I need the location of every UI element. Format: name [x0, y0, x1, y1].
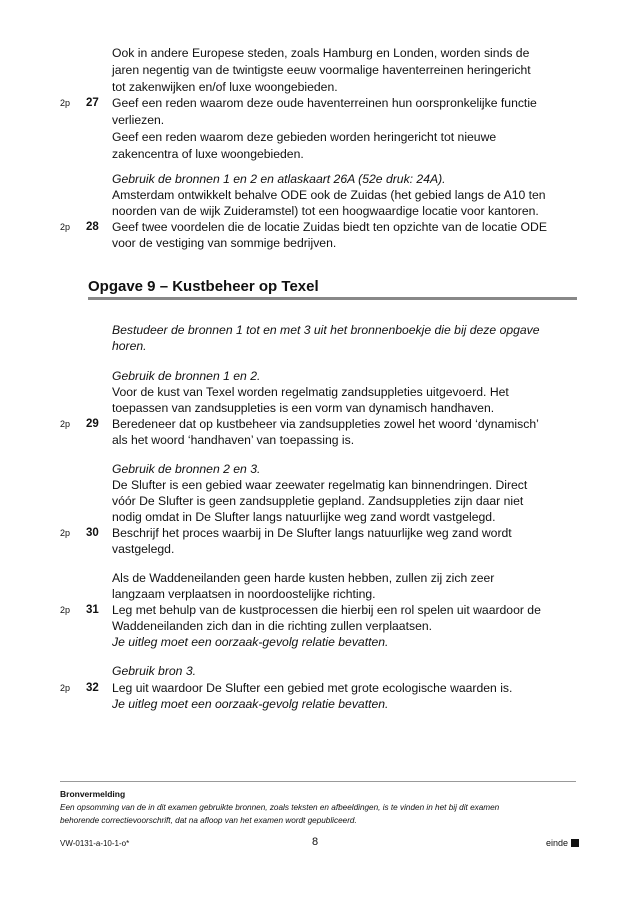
- q28-source-instruction: Gebruik de bronnen 1 en 2 en atlaskaart 26A (52e druk: 24A).: [112, 172, 446, 186]
- q30-number: 30: [86, 527, 99, 539]
- end-marker: [546, 838, 579, 848]
- q29-number: 29: [86, 418, 99, 430]
- section-title: Opgave 9 – Kustbeheer op Texel: [88, 278, 319, 295]
- q31-note: Je uitleg moet een oorzaak-gevolg relatie bevatten.: [112, 635, 389, 649]
- q30-line-1: Beschrijf het proces waarbij in De Slufter langs natuurlijke weg zand wordt: [112, 526, 512, 540]
- q32-points: 2p: [60, 683, 71, 693]
- q29-line-2: als het woord ‘handhaven’ van toepassing is.: [112, 433, 355, 447]
- q29-context-line-2: toepassen van zandsuppleties is een vorm van dynamisch handhaven.: [112, 401, 495, 415]
- q30-context-line-2: vóór De Slufter is geen zandsuppletie gepland. Zandsuppleties zijn daar niet: [112, 494, 524, 508]
- q30-source-instruction: Gebruik de bronnen 2 en 3.: [112, 462, 261, 476]
- q28-context-line-2: noorden van de wijk Zuideramstel) tot een hoogwaardige locatie voor kantoren.: [112, 204, 539, 218]
- page-number: 8: [312, 836, 319, 848]
- q30-context-line-3: nodig omdat in De Slufter langs natuurlijke weg zand wordt vastgelegd.: [112, 510, 496, 524]
- q31-points: 2p: [60, 605, 71, 615]
- study-instruction-line-1: Bestudeer de bronnen 1 tot en met 3 uit het bronnenboekje die bij deze opgave: [112, 323, 540, 337]
- intro-line-1: Ook in andere Europese steden, zoals Hamburg en Londen, worden sinds de: [112, 46, 530, 60]
- q29-context-line-1: Voor de kust van Texel worden regelmatig zandsuppleties uitgevoerd. Het: [112, 385, 509, 399]
- q32-line-1: Leg uit waardoor De Slufter een gebied met grote ecologische waarden is.: [112, 681, 513, 695]
- q31-context-line-1: Als de Waddeneilanden geen harde kusten hebben, zullen zij zich zeer: [112, 571, 495, 585]
- intro-line-2: jaren negentig van de twintigste eeuw voormalige haventerreinen heringericht: [112, 63, 531, 77]
- q29-line-1: Beredeneer dat op kustbeheer via zandsuppleties zowel het woord ‘dynamisch’: [112, 417, 539, 431]
- study-instruction-line-2: horen.: [112, 339, 147, 353]
- q31-number: 31: [86, 604, 99, 616]
- q31-line-2: Waddeneilanden zich dan in die richting zullen verplaatsen.: [112, 619, 433, 633]
- q32-number: 32: [86, 682, 99, 694]
- q27-line-3: Geef een reden waarom deze gebieden worden heringericht tot nieuwe: [112, 130, 497, 144]
- exam-code: VW-0131-a-10-1-o*: [60, 839, 130, 848]
- intro-line-3: tot zakenwijken en/of luxe woongebieden.: [112, 80, 338, 94]
- q29-points: 2p: [60, 419, 71, 429]
- q32-source-instruction: Gebruik bron 3.: [112, 664, 197, 678]
- footer-text-line-1: Een opsomming van de in dit examen gebruikte bronnen, zoals teksten en afbeeldingen, is te vinden in het bij dit examen: [60, 803, 500, 812]
- q31-line-1: Leg met behulp van de kustprocessen die hierbij een rol spelen uit waardoor de: [112, 603, 541, 617]
- footer-title: Bronvermelding: [60, 789, 126, 799]
- q30-context-line-1: De Slufter is een gebied waar zeewater regelmatig kan binnendringen. Direct: [112, 478, 528, 492]
- q27-line-4: zakencentra of luxe woongebieden.: [112, 147, 304, 161]
- q28-points: 2p: [60, 222, 71, 232]
- q27-line-1: Geef een reden waarom deze oude haventerreinen hun oorspronkelijke functie: [112, 96, 537, 110]
- footer-text-line-2: behorende correctievoorschrift, dat na afloop van het examen wordt gepubliceerd.: [60, 816, 357, 825]
- q31-context-line-2: langzaam verplaatsen in noordoostelijke richting.: [112, 587, 376, 601]
- q29-source-instruction: Gebruik de bronnen 1 en 2.: [112, 369, 261, 383]
- section-title-rule: [88, 297, 577, 300]
- footer-rule: [60, 781, 576, 782]
- q27-points: 2p: [60, 98, 71, 108]
- q30-points: 2p: [60, 528, 71, 538]
- q28-line-1: Geef twee voordelen die de locatie Zuidas biedt ten opzichte van de locatie ODE: [112, 220, 547, 234]
- q30-line-2: vastgelegd.: [112, 542, 175, 556]
- end-label: einde: [546, 838, 569, 848]
- q27-line-2: verliezen.: [112, 113, 165, 127]
- end-square-icon: [571, 839, 579, 847]
- q32-note: Je uitleg moet een oorzaak-gevolg relatie bevatten.: [112, 697, 389, 711]
- q28-context-line-1: Amsterdam ontwikkelt behalve ODE ook de Zuidas (het gebied langs de A10 ten: [112, 188, 546, 202]
- q27-number: 27: [86, 97, 99, 109]
- q28-line-2: voor de vestiging van sommige bedrijven.: [112, 236, 337, 250]
- q28-number: 28: [86, 221, 99, 233]
